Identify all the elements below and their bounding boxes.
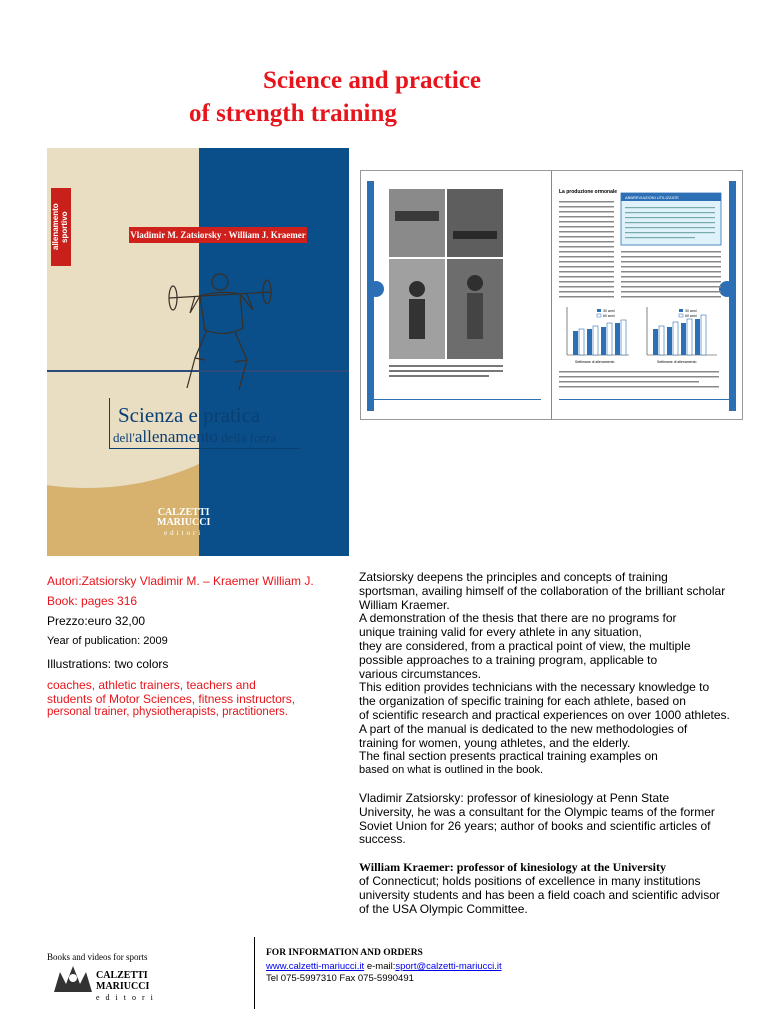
description-line: The final section presents practical training examples on	[359, 749, 658, 764]
contact-line: www.calzetti-mariucci.it e-mail:sport@calzetti-mariucci.it	[266, 961, 502, 972]
price-text: Prezzo:euro 32,00	[47, 614, 146, 628]
footer-publisher-logo: CALZETTI MARIUCCI editori	[96, 970, 159, 1002]
description-line: William Kraemer.	[359, 597, 450, 612]
footer-divider	[254, 937, 255, 1009]
svg-text:ABBREVIAZIONI UTILIZZATE: ABBREVIAZIONI UTILIZZATE	[625, 195, 679, 200]
cover-title-line2: dell'allenamento della forza	[113, 427, 277, 446]
lifter-sketch-icon	[165, 268, 275, 398]
svg-text:Settimane di allenamento: Settimane di allenamento	[575, 360, 615, 364]
zatsiorsky-bio-line: University, he was a consultant for the Olympic teams of the former	[359, 804, 715, 819]
page-title-line1: Science and practice	[263, 67, 482, 94]
description-line: A part of the manual is dedicated to the new methodologies of	[359, 721, 688, 736]
description-line: training for women, young athletes, and the elderly.	[359, 735, 631, 750]
description-line: the organization of specific training for each athlete, based on	[359, 694, 686, 709]
description-block	[359, 571, 759, 916]
info-orders-title: FOR INFORMATION AND ORDERS	[266, 948, 423, 958]
phone-fax-text: Tel 075-5997310 Fax 075-5990491	[266, 973, 414, 984]
cover-authors-band: Vladimir M. Zatsiorsky · William J. Kraemer	[129, 227, 307, 243]
kraemer-bio-line: university students and has been a field coach and scientific advisor	[359, 887, 720, 902]
description-line: based on what is outlined in the book.	[359, 764, 544, 777]
pages-text: Book: pages 316	[47, 594, 138, 608]
zatsiorsky-bio-line: Vladimir Zatsiorsky: professor of kinesiology at Penn State	[359, 790, 670, 805]
email-link[interactable]: sport@calzetti-mariucci.it	[395, 961, 502, 972]
book-spread-image	[360, 170, 743, 420]
footer-tagline: Books and videos for sports	[47, 952, 148, 962]
description-line: unique training valid for every athlete in any situation,	[359, 625, 642, 640]
cover-publisher-logo: CALZETTI MARIUCCI editori	[157, 507, 211, 537]
description-line: A demonstration of the thesis that there are no programs for	[359, 611, 677, 626]
year-text: Year of publication: 2009	[47, 635, 168, 647]
svg-text:60 anni: 60 anni	[685, 314, 697, 318]
audience-line3: personal trainer, physiotherapists, practitioners.	[47, 706, 288, 718]
publisher-emblem-icon	[52, 962, 94, 996]
svg-text:Settimane di allenamento: Settimane di allenamento	[657, 360, 697, 364]
kraemer-bio-line: of Connecticut; holds positions of excellence in many institutions	[359, 873, 701, 888]
illustrations-text: Illustrations: two colors	[47, 657, 169, 671]
zatsiorsky-bio-line: success.	[359, 832, 406, 847]
cover-brand-tab: allenamento sportivo	[51, 188, 71, 266]
website-link[interactable]: www.calzetti-mariucci.it	[266, 961, 365, 972]
audience-line1: coaches, athletic trainers, teachers and	[47, 678, 256, 692]
svg-text:La produzione ormonale: La produzione ormonale	[559, 189, 618, 195]
cover-title-line1: Scienza e pratica	[118, 403, 261, 427]
description-line: Zatsiorsky deepens the principles and concepts of training	[359, 570, 668, 584]
description-line: This edition provides technicians with the necessary knowledge to	[359, 680, 710, 695]
svg-text:30 anni: 30 anni	[685, 309, 697, 313]
svg-text:60 anni: 60 anni	[603, 314, 615, 318]
authors-text: Autori:Zatsiorsky Vladimir M. – Kraemer William J.	[47, 574, 314, 588]
spread-illustration	[361, 171, 742, 419]
description-line: sportsman, availing himself of the collaboration of the brilliant scholar	[359, 583, 726, 598]
description-line: they are considered, from a practical point of view, the multiple	[359, 638, 691, 653]
zatsiorsky-bio-line: Soviet Union for 26 years; author of books and scientific articles of	[359, 818, 711, 833]
kraemer-bio-heading: William Kraemer: professor of kinesiology at the University	[359, 860, 666, 875]
kraemer-bio-line: of the USA Olympic Committee.	[359, 901, 528, 916]
description-line: possible approaches to a training program, applicable to	[359, 652, 658, 667]
description-line: various circumstances.	[359, 666, 482, 681]
page-title-line2: of strength training	[189, 100, 397, 127]
audience-line2: students of Motor Sciences, fitness instructors,	[47, 692, 296, 706]
description-line: of scientific research and practical experiences on over 1000 athletes.	[359, 707, 730, 722]
book-cover-image	[47, 148, 349, 556]
svg-text:30 anni: 30 anni	[603, 309, 615, 313]
